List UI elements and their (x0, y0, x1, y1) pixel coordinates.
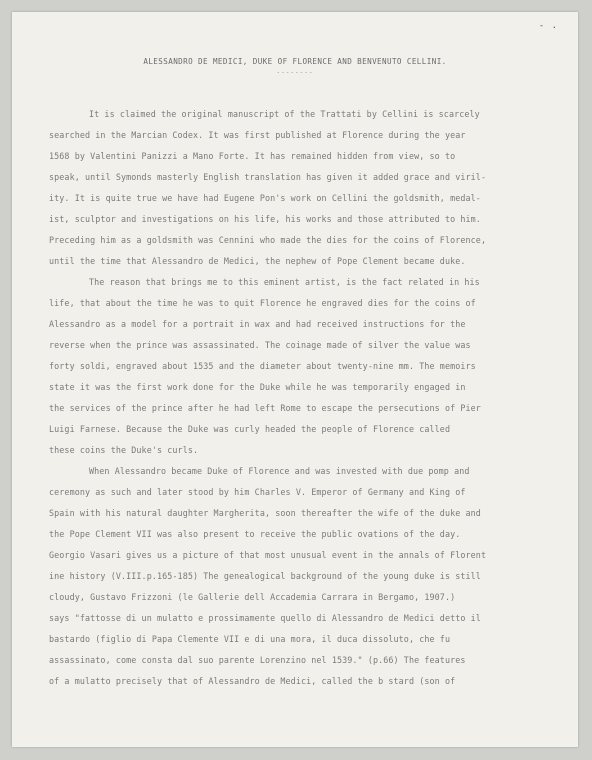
title-underline: -------- (276, 69, 314, 76)
text-line: of a mulatto precisely that of Alessandro de Medici, called the b stard (son of (49, 676, 456, 686)
text-line: When Alessandro became Duke of Florence and was invested with due pomp and (89, 466, 470, 476)
text-line: Spain with his natural daughter Margherita, soon thereafter the wife of the duke and (49, 508, 481, 518)
text-line: ceremony as such and later stood by him Charles V. Emperor of Germany and King of (49, 487, 466, 497)
document-body (49, 104, 559, 692)
text-line: searched in the Marcian Codex. It was first published at Florence during the year (49, 130, 466, 140)
text-line: Luigi Farnese. Because the Duke was curly headed the people of Florence called (49, 424, 451, 434)
text-line: until the time that Alessandro de Medici, the nephew of Pope Clement became duke. (49, 256, 466, 266)
text-line: ity. It is quite true we have had Eugene Pon's work on Cellini the goldsmith, medal- (49, 193, 481, 203)
text-line: The reason that brings me to this eminent artist, is the fact related in his (89, 277, 480, 287)
text-line: ist, sculptor and investigations on his life, his works and those attributed to him. (49, 214, 481, 224)
document-page (12, 12, 578, 747)
text-line: reverse when the prince was assassinated. The coinage made of silver the value was (49, 340, 471, 350)
text-line: 1568 by Valentini Panizzi a Mano Forte. It has remained hidden from view, so to (49, 151, 456, 161)
document-title: ALESSANDRO DE MEDICI, DUKE OF FLORENCE AND BENVENUTO CELLINI. (143, 57, 447, 66)
text-line: forty soldi, engraved about 1535 and the diameter about twenty-nine mm. The memoirs (49, 361, 476, 371)
text-line: ine history (V.III.p.165-185) The genealogical background of the young duke is still (49, 571, 481, 581)
text-line: life, that about the time he was to quit Florence he engraved dies for the coins of (49, 298, 476, 308)
text-line: It is claimed the original manuscript of the Trattati by Cellini is scarcely (89, 109, 480, 119)
text-line: bastardo (figlio di Papa Clemente VII e di una mora, il duca dissoluto, che fu (49, 634, 451, 644)
corner-mark: - . (538, 21, 558, 31)
text-line: these coins the Duke's curls. (49, 445, 199, 455)
text-line: the Pope Clement VII was also present to receive the public ovations of the day. (49, 529, 461, 539)
text-line: Preceding him as a goldsmith was Cennini who made the dies for the coins of Florence, (49, 235, 487, 245)
text-line: speak, until Symonds masterly English translation has given it added grace and viril- (49, 172, 487, 182)
text-line: Alessandro as a model for a portrait in wax and had received instructions for the (49, 319, 466, 329)
text-line: state it was the first work done for the Duke while he was temporarily engaged in (49, 382, 466, 392)
text-line: says "fattosse di un mulatto e prossimamente quello di Alessandro de Medici detto il (49, 613, 481, 623)
text-line: the services of the prince after he had left Rome to escape the persecutions of Pier (49, 403, 481, 413)
text-line: cloudy, Gustavo Frizzoni (le Gallerie dell Accademia Carrara in Bergamo, 1907.) (49, 592, 456, 602)
text-line: assassinato, come consta dal suo parente Lorenzino nel 1539." (p.66) The features (49, 655, 466, 665)
text-line: Georgio Vasari gives us a picture of that most unusual event in the annals of Florent (49, 550, 487, 560)
